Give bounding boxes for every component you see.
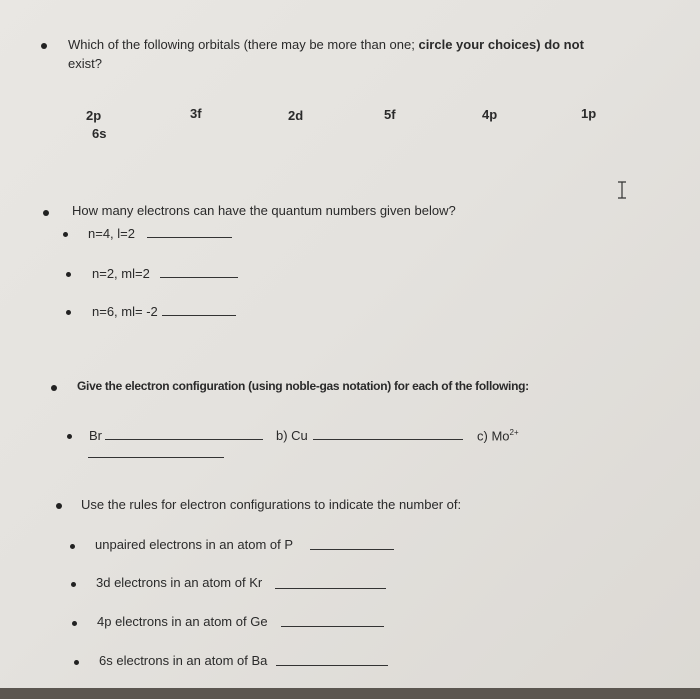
answer-line xyxy=(313,439,463,440)
orbital-choice: 6s xyxy=(92,126,107,141)
q4-item: 3d electrons in an atom of Kr xyxy=(96,575,263,590)
answer-line xyxy=(88,457,224,458)
answer-line xyxy=(160,277,238,278)
bullet xyxy=(51,385,57,391)
q2-prompt: How many electrons can have the quantum numbers given below? xyxy=(72,203,456,218)
orbital-choice: 2p xyxy=(86,108,102,123)
bullet xyxy=(67,434,72,439)
bullet xyxy=(74,660,79,665)
orbital-choice: 3f xyxy=(190,106,202,121)
orbital-choice: 5f xyxy=(384,107,396,122)
orbital-choice: 1p xyxy=(581,106,597,121)
q4-prompt: Use the rules for electron configurations to indicate the number of: xyxy=(81,497,462,512)
answer-line xyxy=(276,665,388,666)
answer-line xyxy=(275,588,386,589)
q4-item: unpaired electrons in an atom of P xyxy=(95,537,294,552)
bullet xyxy=(56,503,62,509)
q4-item: 6s electrons in an atom of Ba xyxy=(99,653,268,668)
answer-line xyxy=(147,237,232,238)
answer-line xyxy=(281,626,384,627)
q4-item: 4p electrons in an atom of Ge xyxy=(97,614,268,629)
bullet xyxy=(43,210,49,216)
answer-line xyxy=(310,549,394,550)
q3-item: c) $Mo^{2+}$ xyxy=(477,428,519,444)
answer-line xyxy=(162,315,236,316)
text-cursor-icon xyxy=(616,181,628,199)
q3-item: Br xyxy=(89,428,102,443)
q2-item: n=6, ml= -2 xyxy=(92,304,158,319)
q2-item: n=4, l=2 xyxy=(88,226,135,241)
bullet xyxy=(71,582,76,587)
bullet xyxy=(66,272,71,277)
bullet xyxy=(70,544,75,549)
q3-prompt: Give the electron configuration (using noble-gas notation) for each of the following: xyxy=(77,379,529,393)
answer-line xyxy=(105,439,263,440)
orbital-choice: 2d xyxy=(288,108,304,123)
bullet xyxy=(72,621,77,626)
orbital-choice: 4p xyxy=(482,107,498,122)
q3-item: b) Cu xyxy=(276,428,308,443)
bullet xyxy=(41,43,47,49)
q1-prompt-line1: Which of the following orbitals (there may be more than one; circle your choices) do not xyxy=(68,37,584,52)
bullet xyxy=(66,310,71,315)
desk-edge xyxy=(0,688,700,699)
q1-prompt-line2: exist? xyxy=(68,56,102,71)
q2-item: n=2, ml=2 xyxy=(92,266,150,281)
bullet xyxy=(63,232,68,237)
